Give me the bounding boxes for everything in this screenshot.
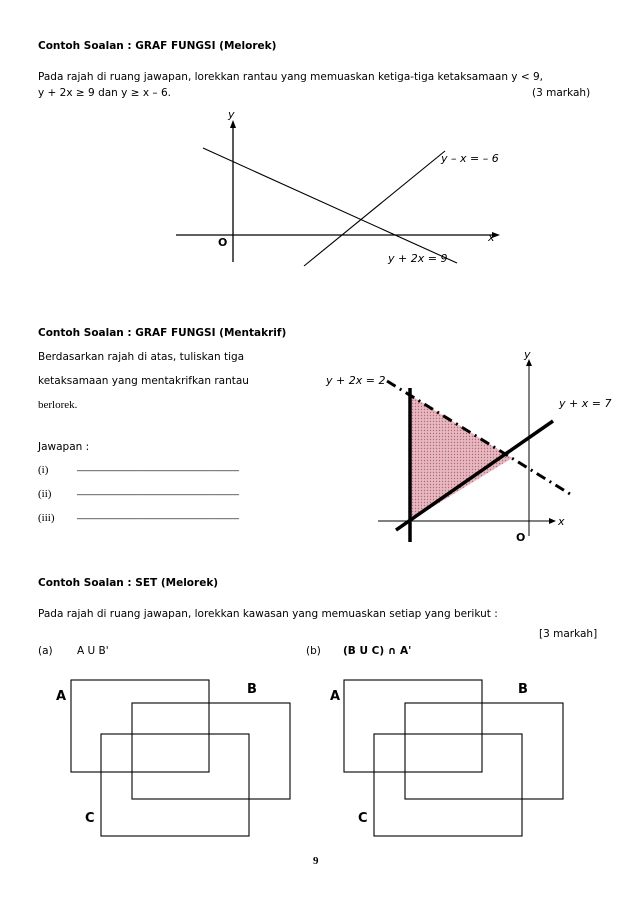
section1-marks: (3 markah) bbox=[532, 87, 591, 99]
venn-b-label-b: B bbox=[518, 682, 528, 697]
venn-a-label-a: A bbox=[56, 689, 67, 704]
venn-a-label-c: C bbox=[85, 811, 95, 826]
section3-instruction: Pada rajah di ruang jawapan, lorekkan kawasan yang memuaskan setiap yang berikut : bbox=[38, 608, 498, 620]
part-a-number: (a) bbox=[38, 645, 53, 657]
venn-a-set-b bbox=[132, 703, 290, 799]
part-a-expression: A U B' bbox=[77, 645, 109, 657]
graph1-line-label-1: y – x = – 6 bbox=[441, 152, 499, 165]
venn-b-set-c bbox=[374, 734, 522, 836]
answer-number-ii: (ii) bbox=[38, 488, 52, 500]
section1-question-line1: Pada rajah di ruang jawapan, lorekkan rantau yang memuaskan ketiga-tiga ketaksamaan y < 9, bbox=[38, 71, 544, 83]
graph1-origin-label: O bbox=[218, 236, 228, 249]
answer-blank-iii[interactable]: ____________________________________ bbox=[77, 510, 239, 520]
graph2-x-label: x bbox=[558, 515, 565, 528]
venn-b-label-c: C bbox=[358, 811, 368, 826]
graph1-x-label: x bbox=[488, 231, 495, 244]
graph2-y-label: y bbox=[524, 348, 531, 361]
section2-answer-label: Jawapan : bbox=[38, 441, 90, 453]
section3-heading: Contoh Soalan : SET (Melorek) bbox=[38, 577, 219, 589]
graph1-y-label: y bbox=[228, 108, 235, 121]
section2-text-line2: ketaksamaan yang mentakrifkan rantau bbox=[38, 375, 249, 387]
venn-b-label-a: A bbox=[330, 689, 341, 704]
venn-b-set-a bbox=[344, 680, 482, 772]
section2-text-line1: Berdasarkan rajah di atas, tuliskan tiga bbox=[38, 351, 245, 363]
venn-a-set-c bbox=[101, 734, 249, 836]
venn-diagram-a bbox=[56, 680, 290, 836]
graph1-line-label-2: y + 2x = 9 bbox=[388, 252, 448, 265]
venn-b-set-b bbox=[405, 703, 563, 799]
answer-blank-ii[interactable]: ____________________________________ bbox=[77, 486, 239, 496]
section1-question-line2: y + 2x ≥ 9 dan y ≥ x – 6. bbox=[38, 87, 172, 99]
answer-number-i: (i) bbox=[38, 464, 49, 476]
part-b-number: (b) bbox=[306, 645, 321, 657]
answer-blank-i[interactable]: ____________________________________ bbox=[77, 462, 239, 472]
section3-marks: [3 markah] bbox=[539, 628, 598, 640]
section1-heading: Contoh Soalan : GRAF FUNGSI (Melorek) bbox=[38, 40, 277, 52]
section2-heading: Contoh Soalan : GRAF FUNGSI (Mentakrif) bbox=[38, 327, 287, 339]
graph2-solid-line-label: y + x = 7 bbox=[559, 397, 612, 410]
part-b-expression: (B U C) ∩ A' bbox=[343, 645, 412, 657]
section2-text-line3: berlorek. bbox=[38, 399, 78, 411]
page-number: 9 bbox=[313, 855, 319, 867]
venn-a-set-a bbox=[71, 680, 209, 772]
graph2-origin-label: O bbox=[516, 531, 526, 544]
answer-number-iii: (iii) bbox=[38, 512, 55, 524]
graph2-dashed-line-label: y + 2x = 2 bbox=[326, 374, 386, 387]
venn-diagram-b bbox=[330, 680, 563, 836]
venn-a-label-b: B bbox=[247, 682, 257, 697]
